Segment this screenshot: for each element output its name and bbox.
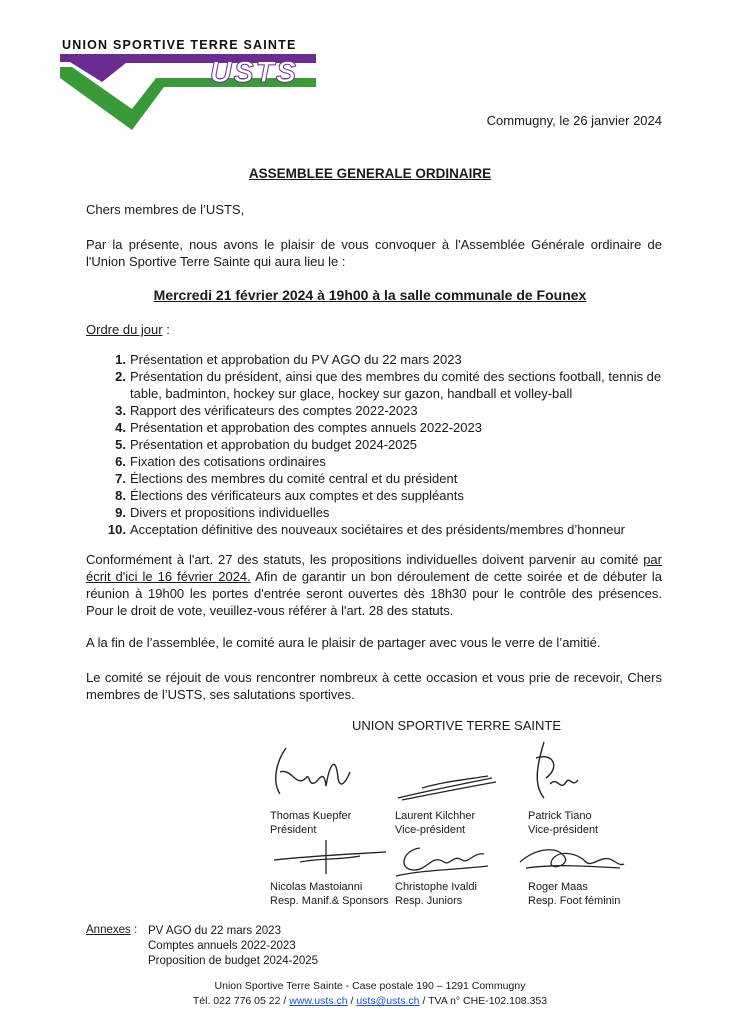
agenda-item-number: 2.: [115, 369, 126, 384]
signatory-role: Vice-président: [528, 824, 599, 836]
agenda-heading: [86, 322, 170, 337]
signatory-name: Patrick Tiano: [528, 810, 592, 822]
agenda-item-number: 9.: [115, 505, 126, 520]
statutes-text-end: Afin de garantir un bon déroulement de cette soirée et de débuter la réunion à 19h00 les portes d'entrée seront ouvertes dès 18h30 pour le contrôle des présences. Pour le droit de vote, veuillez-vous référer à l'art. 28 des statuts.: [86, 569, 662, 618]
agenda-item-number: 1.: [115, 352, 126, 367]
footer-contact: [0, 995, 740, 1007]
signature-tiano: [514, 738, 584, 804]
agenda-item-text: Divers et propositions individuelles: [130, 505, 330, 520]
agenda-item: [86, 521, 666, 538]
agenda-label: Ordre du jour: [86, 322, 163, 337]
agenda-item-text: Présentation et approbation du PV AGO du 22 mars 2023: [130, 352, 462, 367]
agenda-item: [86, 368, 666, 402]
signature-org: UNION SPORTIVE TERRE SAINTE: [352, 718, 562, 733]
apero-paragraph: A la fin de l’assemblée, le comité aura le plaisir de partager avec vous le verre de l’amitié.: [86, 635, 601, 650]
statutes-paragraph: [86, 551, 662, 619]
usts-logo: [60, 54, 322, 139]
email-link[interactable]: usts@usts.ch: [356, 995, 420, 1007]
website-link[interactable]: www.usts.ch: [289, 995, 348, 1007]
deadline-text: par écrit d'ici le 16 février 2024.: [86, 552, 662, 584]
annexes-label: Annexes: [86, 924, 131, 936]
greeting: Chers membres de l’USTS,: [86, 202, 245, 217]
closing-paragraph: Le comité se réjouit de vous rencontrer nombreux à cette occasion et vous prie de recevoir, Chers membres de l’USTS, ses salutations sportives.: [86, 670, 662, 702]
agenda-item-text: Rapport des vérificateurs des comptes 2022-2023: [130, 403, 418, 418]
signatory-name: Roger Maas: [528, 881, 588, 893]
signatory-role: Resp. Juniors: [395, 895, 463, 907]
footer-address: Union Sportive Terre Sainte - Case postale 190 – 1291 Commugny: [214, 980, 526, 992]
statutes-text-start: Conformément à l'art. 27 des statuts, les propositions individuelles doivent parvenir au comité: [86, 552, 644, 567]
signatory-name: Nicolas Mastoianni: [270, 881, 363, 893]
footer-separator: /: [347, 995, 357, 1007]
agenda-item-number: 10.: [107, 522, 126, 537]
agenda-item: [86, 453, 666, 470]
agenda-item-text: Acceptation définitive des nouveaux sociétaires et des présidents/membres d’honneur: [130, 522, 626, 537]
agenda-item: [86, 419, 666, 436]
signatory: [395, 809, 475, 837]
signatory-role: Vice-président: [395, 824, 466, 836]
agenda-item-number: 4.: [115, 420, 126, 435]
signatory: [528, 880, 620, 908]
annex-item: Comptes annuels 2022-2023: [148, 940, 296, 952]
signatory-name: Thomas Kuepfer: [270, 810, 352, 822]
agenda-item: [86, 402, 666, 419]
signature-ivaldi: [392, 840, 492, 878]
agenda-item: [86, 504, 666, 521]
signature-kilchher: [392, 768, 502, 804]
annexes-heading: [86, 924, 137, 936]
signature-maas: [516, 842, 626, 878]
signatory: [270, 809, 351, 837]
agenda-item-text: Élections des membres du comité central et du président: [130, 471, 458, 486]
agenda-item-text: Présentation et approbation des comptes annuels 2022-2023: [130, 420, 482, 435]
signatory-name: Christophe Ivaldi: [395, 881, 477, 893]
annexes-list: [148, 924, 318, 969]
annex-item: PV AGO du 22 mars 2023: [148, 925, 281, 937]
agenda-item-text: Fixation des cotisations ordinaires: [130, 454, 326, 469]
signatory: [528, 809, 598, 837]
agenda-item-number: 8.: [115, 488, 126, 503]
annex-item: Proposition de budget 2024-2025: [148, 955, 319, 967]
agenda-item: [86, 487, 666, 504]
date-line: Commugny, le 26 janvier 2024: [486, 113, 662, 128]
annexes-colon: :: [130, 924, 138, 936]
agenda-colon: :: [162, 322, 170, 337]
signatory-role: Président: [270, 824, 317, 836]
agenda-item-text: Présentation du président, ainsi que des membres du comité des sections football, tennis de table, badminton, hockey sur glace, hockey sur gazon, handball et volley-ball: [130, 369, 662, 401]
signatory: [270, 880, 389, 908]
signatory-role: Resp. Manif.& Sponsors: [270, 895, 389, 907]
agenda-list: [86, 351, 666, 538]
agenda-item-number: 6.: [115, 454, 126, 469]
logo-text: USTS: [210, 56, 299, 89]
signature-kuepfer: [266, 742, 356, 804]
agenda-item-number: 5.: [115, 437, 126, 452]
signature-mastoianni: [270, 838, 390, 876]
agenda-item-number: 3.: [115, 403, 126, 418]
agenda-item-text: Présentation et approbation du budget 2024-2025: [130, 437, 417, 452]
footer-tva: / TVA n° CHE-102.108.353: [419, 995, 548, 1007]
agenda-item: [86, 470, 666, 487]
signatory-name: Laurent Kilchher: [395, 810, 476, 822]
footer-phone: Tél. 022 776 05 22 /: [192, 995, 290, 1007]
document-title: ASSEMBLEE GENERALE ORDINAIRE: [248, 166, 492, 181]
agenda-item-text: Élections des vérificateurs aux comptes et des suppléants: [130, 488, 464, 503]
signatory: [395, 880, 477, 908]
signatory-role: Resp. Foot féminin: [528, 895, 621, 907]
agenda-item: [86, 436, 666, 453]
agenda-item-number: 7.: [115, 471, 126, 486]
org-name: UNION SPORTIVE TERRE SAINTE: [62, 38, 297, 52]
agenda-item: [86, 351, 666, 368]
event-line: Mercredi 21 février 2024 à 19h00 à la salle communale de Founex: [153, 287, 587, 303]
intro-paragraph: Par la présente, nous avons le plaisir de vous convoquer à l'Assemblée Générale ordinaire de l'Union Sportive Terre Sainte qui aura lieu le :: [86, 237, 662, 269]
